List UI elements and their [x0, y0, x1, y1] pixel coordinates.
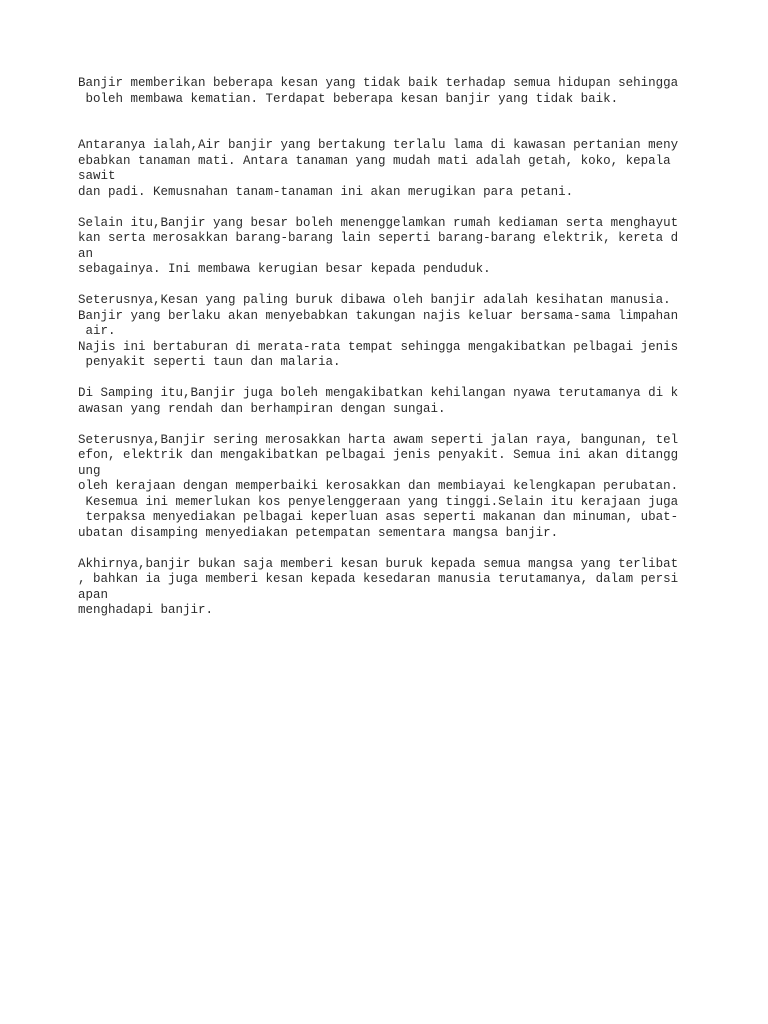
- text-line: Di Samping itu,Banjir juga boleh mengakibatkan kehilangan nyawa terutamanya di k: [78, 386, 679, 400]
- text-line: penyakit seperti taun dan malaria.: [78, 355, 341, 369]
- text-line: ung: [78, 463, 101, 478]
- text-line: menghadapi banjir.: [78, 603, 214, 617]
- paragraph-casualties: [78, 386, 738, 417]
- paragraph-health: [78, 293, 738, 371]
- text-line: kan serta merosakkan barang-barang lain seperti barang-barang elektrik, kereta d: [78, 231, 679, 245]
- document-body: [78, 76, 738, 634]
- text-line: Selain itu,Banjir yang besar boleh menenggelamkan rumah kediaman serta menghayut: [78, 215, 679, 230]
- paragraph-conclusion: [78, 557, 738, 619]
- text-line: Seterusnya,Kesan yang paling buruk dibawa oleh banjir adalah kesihatan manusia.: [78, 293, 671, 307]
- text-line: awasan yang rendah dan berhampiran dengan sungai.: [78, 401, 446, 416]
- text-line: boleh membawa kematian. Terdapat beberapa kesan banjir yang tidak baik.: [78, 91, 619, 106]
- text-line: terpaksa menyediakan pelbagai keperluan asas seperti makanan dan minuman, ubat-: [78, 510, 679, 524]
- text-line: ebabkan tanaman mati. Antara tanaman yang mudah mati adalah getah, koko, kepala: [78, 153, 671, 168]
- text-line: Banjir memberikan beberapa kesan yang tidak baik terhadap semua hidupan sehingga: [78, 76, 679, 90]
- text-line: sawit: [78, 169, 116, 183]
- paragraph-agriculture: [78, 138, 738, 200]
- text-line: Kesemua ini memerlukan kos penyelenggeraan yang tinggi.Selain itu kerajaan juga: [78, 494, 679, 509]
- text-line: Antaranya ialah,Air banjir yang bertakung terlalu lama di kawasan pertanian meny: [78, 138, 679, 152]
- text-line: , bahkan ia juga memberi kesan kepada kesedaran manusia terutamanya, dalam persi: [78, 572, 679, 586]
- paragraph-public-property: [78, 433, 738, 542]
- text-line: Akhirnya,banjir bukan saja memberi kesan buruk kepada semua mangsa yang terlibat: [78, 556, 679, 571]
- paragraph-property: [78, 216, 738, 278]
- text-line: an: [78, 246, 94, 261]
- text-line: efon, elektrik dan mengakibatkan pelbagai jenis penyakit. Semua ini akan ditangg: [78, 448, 679, 462]
- text-line: Banjir yang berlaku akan menyebabkan takungan najis keluar bersama-sama limpahan: [78, 308, 679, 323]
- paragraph-intro: [78, 76, 738, 107]
- text-line: oleh kerajaan dengan memperbaiki kerosakkan dan membiayai kelengkapan perubatan.: [78, 479, 679, 493]
- text-line: sebagainya. Ini membawa kerugian besar kepada penduduk.: [78, 262, 491, 276]
- text-line: Najis ini bertaburan di merata-rata tempat sehingga mengakibatkan pelbagai jenis: [78, 339, 679, 354]
- text-line: apan: [78, 587, 109, 602]
- text-line: air.: [78, 324, 116, 338]
- text-line: dan padi. Kemusnahan tanam-tanaman ini akan merugikan para petani.: [78, 184, 574, 199]
- text-line: Seterusnya,Banjir sering merosakkan harta awam seperti jalan raya, bangunan, tel: [78, 432, 679, 447]
- text-line: ubatan disamping menyediakan petempatan sementara mangsa banjir.: [78, 525, 559, 540]
